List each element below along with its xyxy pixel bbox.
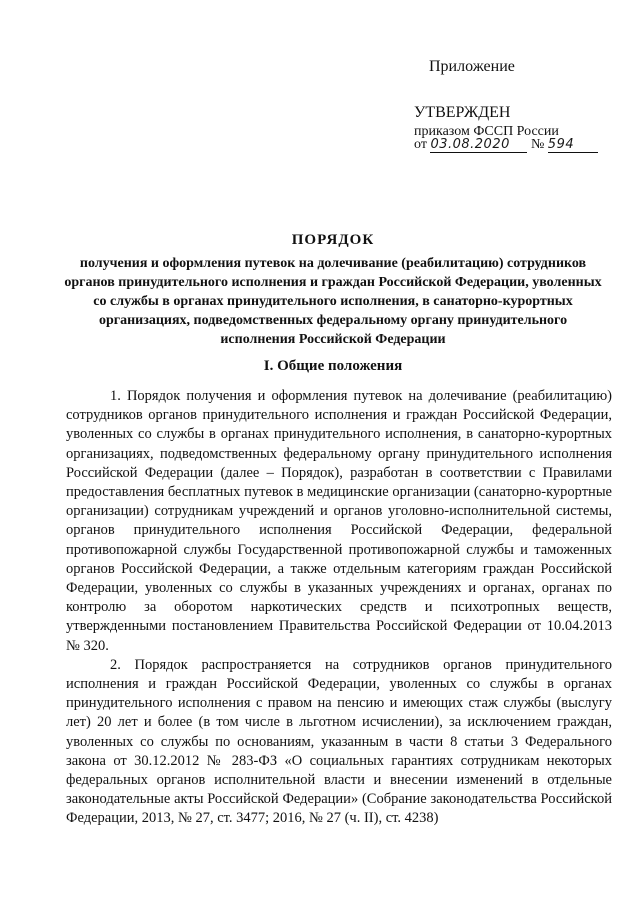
section-heading: I. Общие положения [263,358,403,374]
approved-label: УТВЕРЖДЕН [414,104,511,121]
number-prefix: № [530,137,545,152]
approval-order: приказом ФССП России [414,124,559,139]
paragraph-1: 1. Порядок получения и оформления путевок на долечивание (реабилитацию) сотрудников органов принудительного исполнения и граждан Российской Федерации, уволенных со службы в органах принудительного исполнения, в санаторно-курортных организациях, подведомственных федеральному органу принудительного исполнения Российской Федерации (далее – Порядок), разработан в соответствии с Правилами предоставления бесплатных путевок в медицинские организации (санаторно-курортные организации) сотрудникам учреждений и органов уголовно-исполнительной системы, органов принудительного исполнения Российской Федерации, федеральной противопожарной службы Государственной противопожарной службы и таможенных органов Российской Федерации, а также отдельным категориям граждан Российской Федерации, уволенных со службы в указанных учреждениях и органах, органах по контролю за оборотом наркотических средств и психотропных веществ, утвержденными постановлением Правительства Российской Федерации от 10.04.2013 № 320. [66,388,612,654]
document-title: ПОРЯДОК [291,232,375,248]
date-prefix: от [414,137,427,152]
document-subtitle: получения и оформления путевок на долечивание (реабилитацию) сотрудников органов принудительного исполнения и граждан Российской Федерации, уволенных со службы в органах принудительного исполнения, в санаторно-курортных организациях, подведомственных федеральному органу принудительного исполнения Российской Федерации [64,256,602,347]
handwritten-number: 594 [548,138,598,153]
approval-date-line [414,137,598,153]
paragraph-2: 2. Порядок распространяется на сотрудников органов принудительного исполнения и граждан Российской Федерации, уволенных со службы в органах принудительного исполнения с правом на пенсию и имеющих стаж службы (выслугу лет) 20 лет и более (в том числе в льготном исчислении), за исключением граждан, уволенных со службы по основаниям, указанным в части 8 статьи 3 Федерального закона от 30.12.2012 № 283-ФЗ «О социальных гарантиях сотрудникам некоторых федеральных органов исполнительной власти и внесении изменений в отдельные законодательные акты Российской Федерации» (Собрание законодательства Российской Федерации, 2013, № 27, ст. 3477; 2016, № 27 (ч. II), ст. 4238) [66,656,612,827]
body-text [66,387,612,829]
handwritten-date: 03.08.2020 [430,138,527,153]
appendix-label: Приложение [429,58,515,75]
